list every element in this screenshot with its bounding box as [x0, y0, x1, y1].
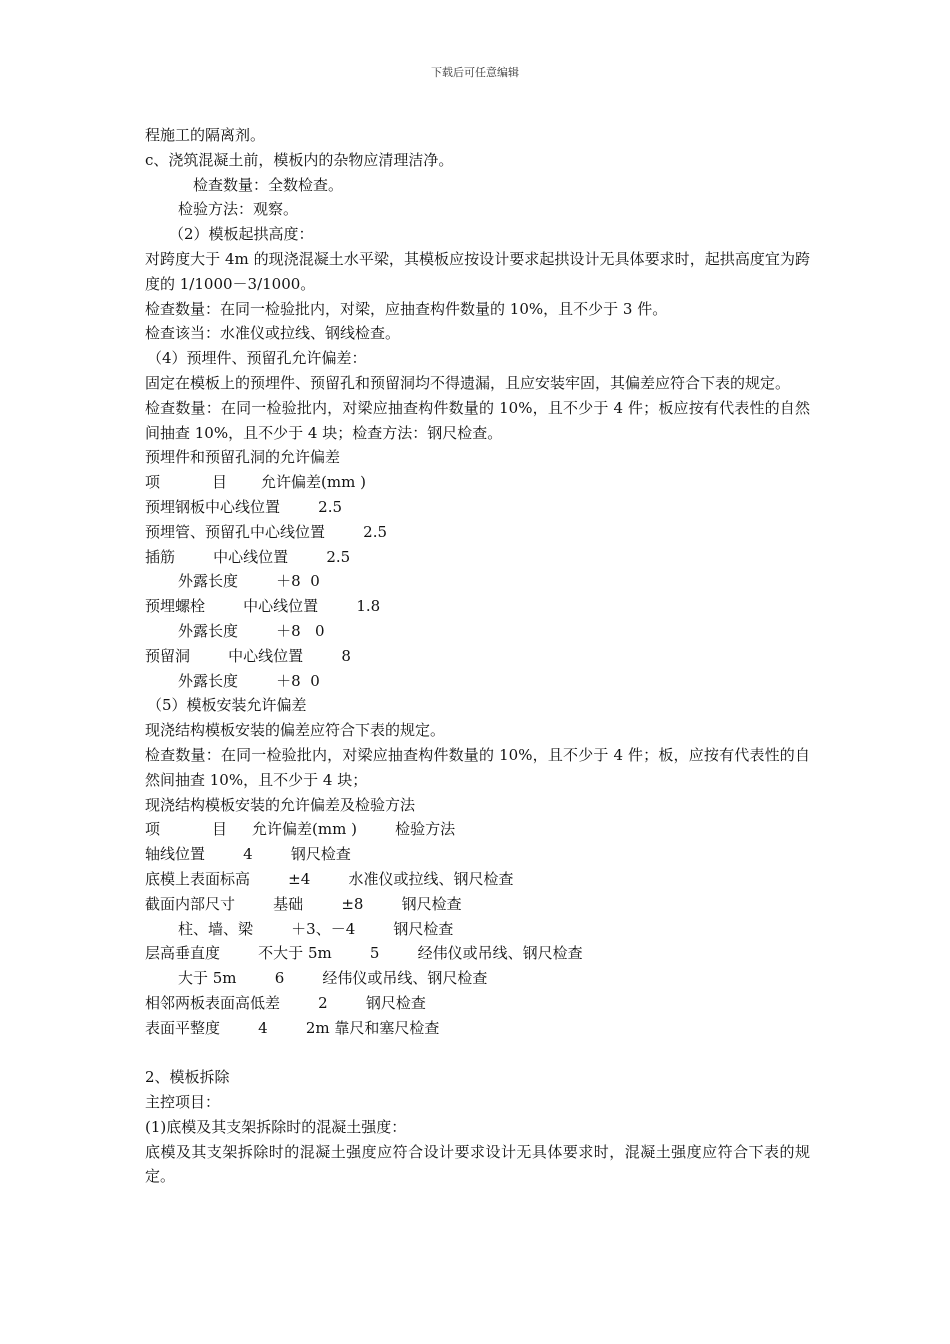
- table-row: [145, 594, 810, 619]
- paragraph-line: 检查该当：水准仪或拉线、钢线检查。: [145, 324, 401, 343]
- table-header-cell: 项: [145, 820, 161, 839]
- blank-line: [145, 1040, 810, 1065]
- section-heading: （5）模板安装允许偏差: [147, 696, 307, 715]
- formwork-installation-table: [145, 817, 810, 1040]
- table-header: [145, 817, 810, 842]
- table-cell: 中心线位置: [228, 646, 304, 665]
- table-cell: 预埋管、预留孔中心线位置: [145, 522, 326, 541]
- table-header-cell: 项: [145, 473, 161, 492]
- paragraph: 底模及其支架拆除时的混凝土强度应符合设计要求设计无具体要求时，混凝土强度应符合下表的规定。: [145, 1142, 810, 1186]
- table-row: [145, 941, 810, 966]
- embedded-parts-table: [145, 470, 810, 693]
- table-cell: 中心线位置: [213, 547, 289, 566]
- table-cell: 插筋: [145, 547, 176, 566]
- section-heading: （2）模板起拱高度：: [169, 225, 314, 244]
- table-header-cell: 允许偏差(mm ): [252, 820, 357, 839]
- paragraph-line: 现浇结构模板安装的偏差应符合下表的规定。: [145, 721, 446, 740]
- paragraph-line: (1)底模及其支架拆除时的混凝土强度：: [145, 1117, 407, 1136]
- table-header-cell: 目: [212, 820, 228, 839]
- table-cell: 大于 5m: [178, 969, 237, 988]
- table-cell: 预埋钢板中心线位置: [145, 497, 281, 516]
- table-row: [145, 669, 810, 694]
- table-cell: ±4: [288, 869, 311, 888]
- table-cell: 外露长度: [178, 621, 239, 640]
- table-cell: 中心线位置: [243, 597, 319, 616]
- table-cell: 外露长度: [178, 572, 239, 591]
- table-cell: ＋8 0: [276, 671, 320, 690]
- section-heading: （4）预埋件、预留孔允许偏差：: [147, 349, 367, 368]
- table-cell: 1.8: [356, 597, 381, 616]
- paragraph: 对跨度大于 4m 的现浇混凝土水平梁，其模板应按设计要求起拱设计无具体要求时，起拱高度宜为跨度的 1/1000－3/1000。: [145, 249, 810, 293]
- table-header-cell: 目: [212, 473, 228, 492]
- table-cell: 2m 靠尺和塞尺检查: [305, 1018, 440, 1037]
- table-row: [145, 495, 810, 520]
- table-row: [145, 545, 810, 570]
- table-cell: 外露长度: [178, 671, 239, 690]
- table-row: [145, 1016, 810, 1041]
- table-header-cell: 允许偏差(mm ): [261, 473, 366, 492]
- table-cell: 4: [258, 1018, 268, 1037]
- table-cell: 经伟仪或吊线、钢尺检查: [417, 944, 583, 963]
- table-cell: 钢尺检查: [393, 919, 454, 938]
- paragraph-line: 检查数量：全数检查。: [193, 175, 344, 194]
- table-cell: 不大于 5m: [258, 944, 332, 963]
- paragraph-line: 检查数量：在同一检验批内，对梁，应抽查构件数量的 10%，且不少于 3 件。: [145, 299, 668, 318]
- paragraph-line: c、浇筑混凝土前，模板内的杂物应清理洁净。: [145, 150, 454, 169]
- paragraph-line: 主控项目：: [145, 1093, 221, 1112]
- table-cell: ±8: [341, 894, 364, 913]
- table-cell: 4: [243, 845, 253, 864]
- table-cell: 预埋螺栓: [145, 597, 206, 616]
- table-cell: 8: [341, 646, 351, 665]
- table-row: [145, 619, 810, 644]
- table-cell: 2: [318, 993, 328, 1012]
- table-title: 现浇结构模板安装的允许偏差及检验方法: [145, 795, 416, 814]
- paragraph: 检查数量：在同一检验批内，对梁应抽查构件数量的 10%，且不少于 4 件；板，应按有代表性的自然间抽查 10%，且不少于 4 块；: [145, 745, 810, 789]
- table-row: [145, 842, 810, 867]
- table-header-cell: 检验方法: [395, 820, 456, 839]
- table-row: [145, 520, 810, 545]
- table-cell: ＋3、－4: [291, 919, 356, 938]
- section-heading: 2、模板拆除: [145, 1068, 230, 1087]
- table-header: [145, 470, 810, 495]
- table-row: [145, 917, 810, 942]
- table-cell: ＋8 0: [276, 621, 325, 640]
- document-body: [145, 123, 810, 1189]
- paragraph-line: 检验方法：观察。: [178, 200, 299, 219]
- paragraph: 检查数量：在同一检验批内，对梁应抽查构件数量的 10%，且不少于 4 件；板应按有代表性的自然间抽查 10%，且不少于 4 块；检查方法：钢尺检查。: [145, 398, 810, 442]
- table-cell: 相邻两板表面高低差: [145, 993, 281, 1012]
- table-cell: 2.5: [363, 522, 388, 541]
- table-cell: 经伟仪或吊线、钢尺检查: [322, 969, 488, 988]
- table-row: [145, 569, 810, 594]
- table-cell: 表面平整度: [145, 1018, 221, 1037]
- table-cell: 2.5: [318, 497, 343, 516]
- table-row: [145, 644, 810, 669]
- table-cell: 5: [369, 944, 380, 963]
- table-row: [145, 892, 810, 917]
- table-cell: 钢尺检查: [290, 845, 351, 864]
- table-cell: 钢尺检查: [365, 993, 426, 1012]
- table-title: 预埋件和预留孔洞的允许偏差: [145, 448, 341, 467]
- paragraph: 固定在模板上的预埋件、预留孔和预留洞均不得遗漏，且应安装牢固，其偏差应符合下表的规定。: [145, 373, 791, 392]
- table-cell: 层高垂直度: [145, 944, 221, 963]
- table-cell: 钢尺检查: [401, 894, 462, 913]
- table-cell: 柱、墙、梁: [178, 919, 254, 938]
- table-row: [145, 966, 810, 991]
- table-cell: 预留洞: [145, 646, 191, 665]
- page-header: 下载后可任意编辑: [431, 66, 519, 79]
- table-cell: ＋8 0: [276, 572, 320, 591]
- table-cell: 轴线位置: [145, 845, 206, 864]
- paragraph-line: 程施工的隔离剂。: [145, 126, 266, 144]
- table-row: [145, 991, 810, 1016]
- table-row: [145, 867, 810, 892]
- table-cell: 基础: [273, 894, 304, 913]
- table-cell: 底模上表面标高: [145, 869, 251, 888]
- table-cell: 截面内部尺寸: [145, 894, 236, 913]
- table-cell: 2.5: [326, 547, 351, 566]
- table-cell: 6: [274, 969, 285, 988]
- table-cell: 水准仪或拉线、钢尺检查: [348, 869, 514, 888]
